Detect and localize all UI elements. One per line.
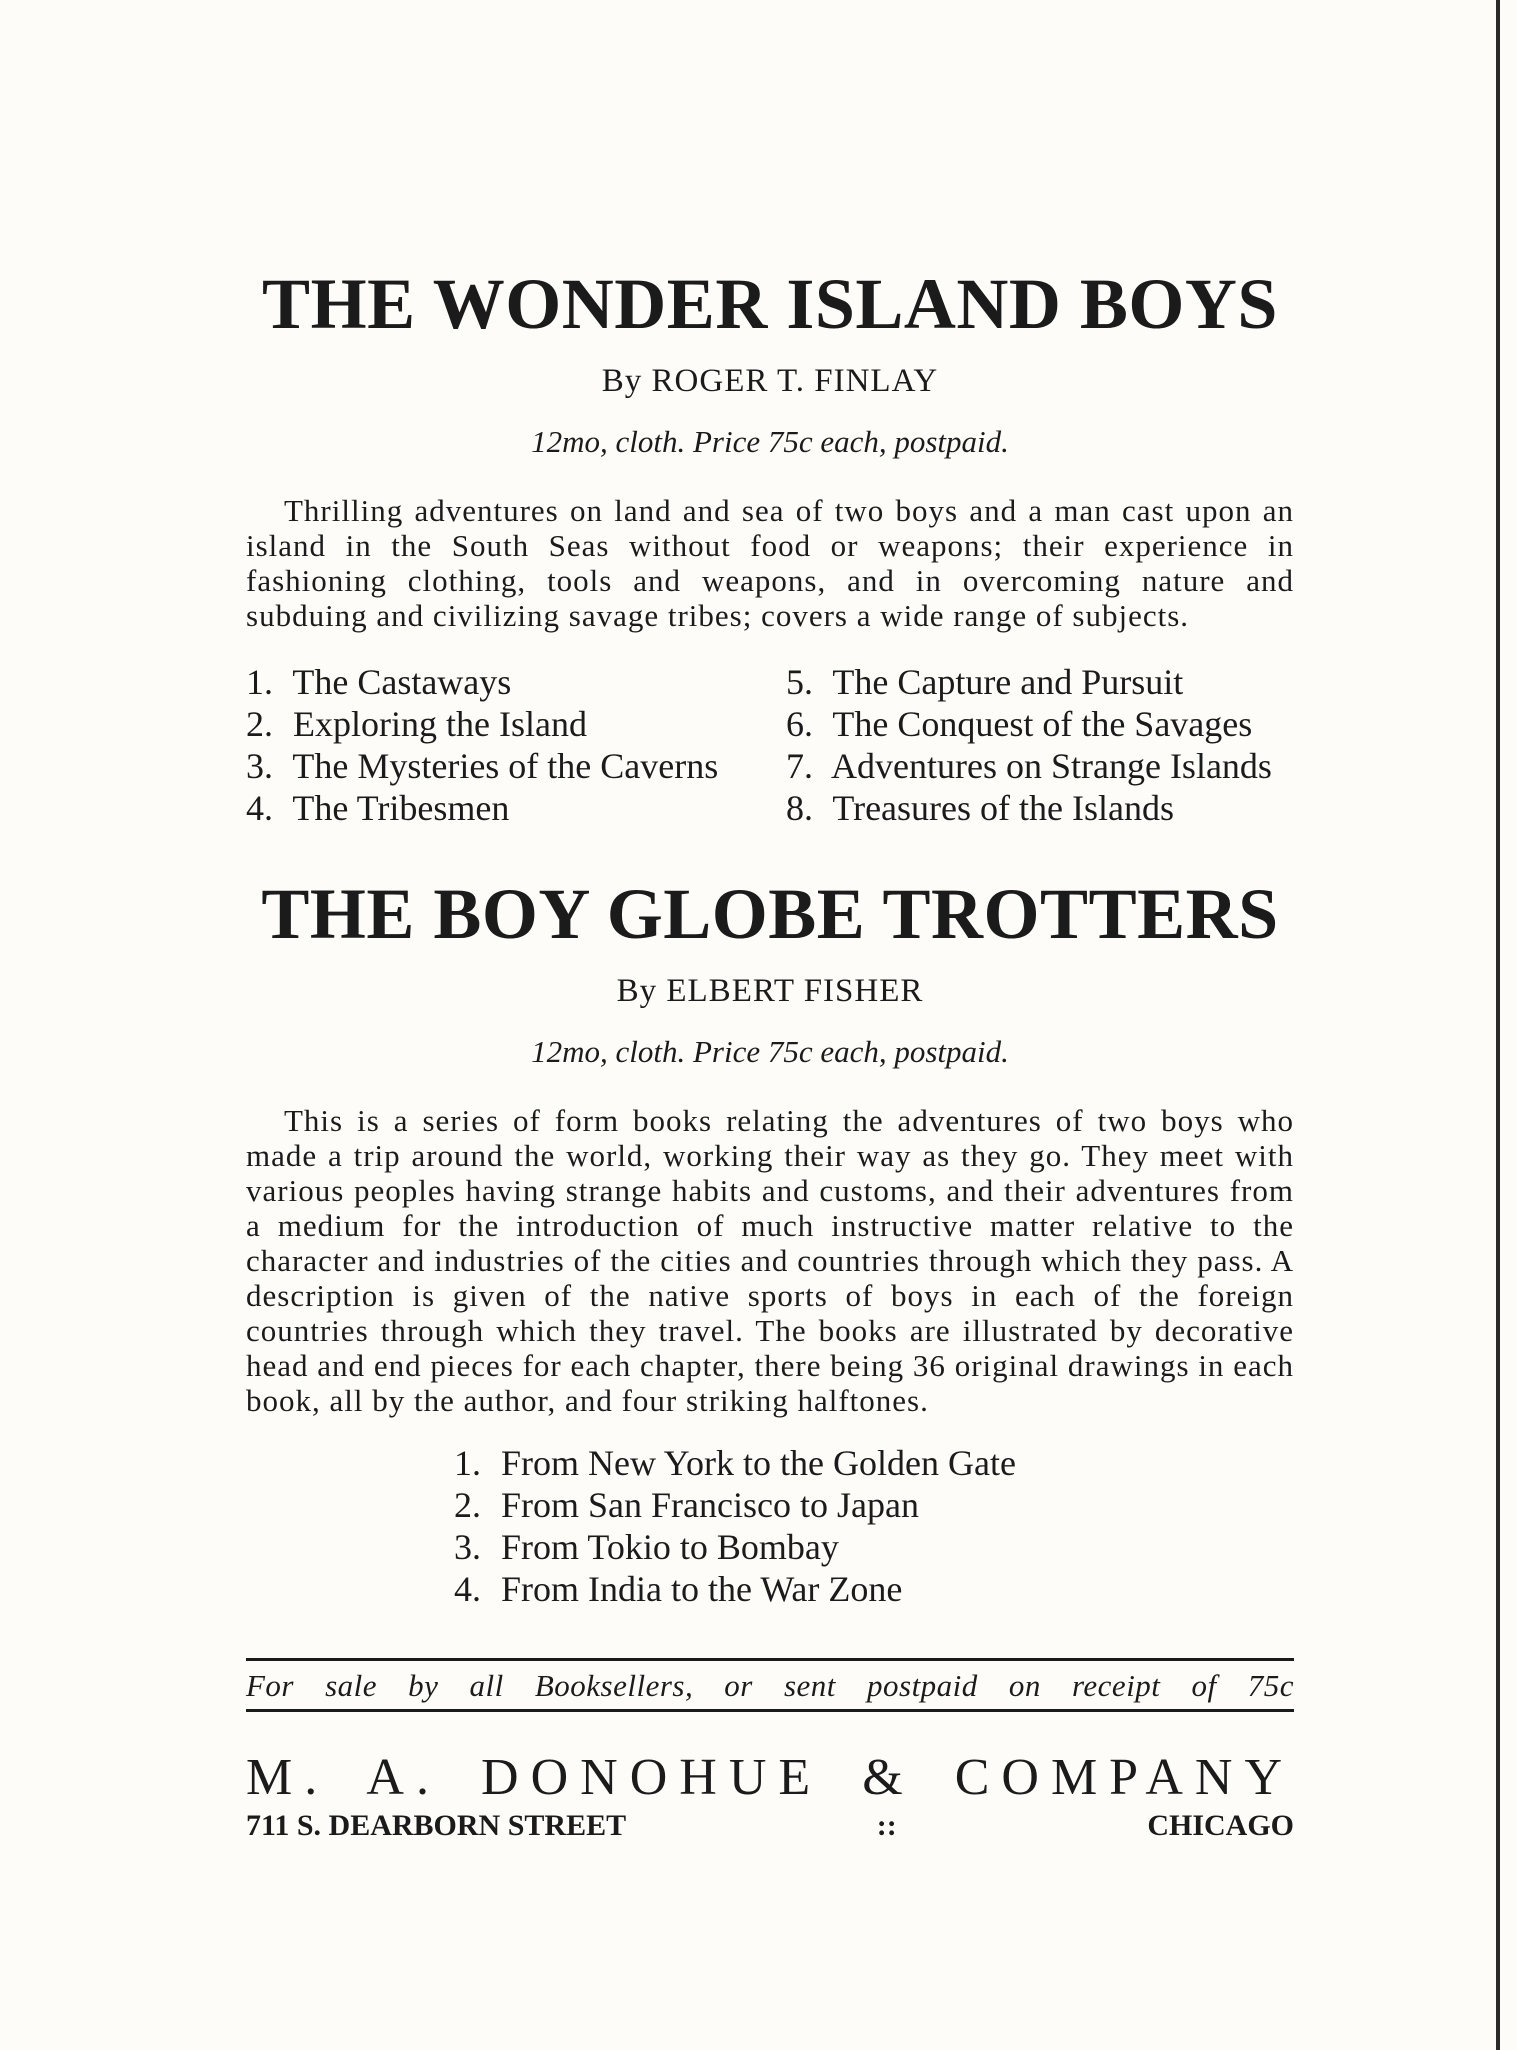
book-number: 3. bbox=[454, 1527, 481, 1567]
book-title: Adventures on Strange Islands bbox=[831, 746, 1272, 786]
book-number: 1. bbox=[454, 1443, 481, 1483]
series-title: THE WONDER ISLAND BOYS bbox=[262, 264, 1278, 344]
series-price: 12mo, cloth. Price 75c each, postpaid. bbox=[531, 424, 1009, 459]
street-address: 711 S. DEARBORN STREET bbox=[246, 1809, 627, 1842]
series-description: Thrilling adventures on land and sea of two boys and a man cast upon an island in the South Seas without food or weapons; their experience in fashioning clothing, tools and weapons, and in overcoming nature and subduing and civilizing savage tribes; covers a wide range of subjects. bbox=[246, 493, 1294, 633]
book-item bbox=[246, 703, 786, 745]
page-content bbox=[246, 265, 1294, 1844]
address-separator: :: bbox=[876, 1809, 897, 1842]
book-number: 7. bbox=[786, 746, 813, 786]
book-item bbox=[786, 661, 1294, 703]
book-title: The Conquest of the Savages bbox=[832, 704, 1253, 744]
book-title: Treasures of the Islands bbox=[832, 788, 1174, 828]
publisher-name: M. A. DONOHUE & COMPANY bbox=[246, 1749, 1294, 1806]
book-item bbox=[454, 1484, 1294, 1526]
book-number: 2. bbox=[454, 1485, 481, 1525]
book-number: 2. bbox=[246, 704, 273, 744]
series-description: This is a series of form books relating the adventures of two boys who made a trip around the world, working their way as they go. They meet with various peoples having strange habits and customs, and their adventures from a medium for the introduction of much instructive matter relative to the character and industries of the cities and countries through which they pass. A description is given of the native sports of boys in each of the foreign countries through which they travel. The books are illustrated by decorative head and end pieces for each chapter, there being 36 original drawings in each book, all by the author, and four striking halftones. bbox=[246, 1103, 1294, 1418]
book-item bbox=[454, 1442, 1294, 1484]
book-item bbox=[246, 661, 786, 703]
book-number: 4. bbox=[454, 1569, 481, 1609]
book-number: 3. bbox=[246, 746, 273, 786]
book-item bbox=[786, 703, 1294, 745]
publisher-address bbox=[246, 1808, 1294, 1844]
book-number: 6. bbox=[786, 704, 813, 744]
book-number: 1. bbox=[246, 662, 273, 702]
book-number: 5. bbox=[786, 662, 813, 702]
book-item bbox=[246, 787, 786, 829]
book-title: From New York to the Golden Gate bbox=[501, 1443, 1016, 1483]
book-title: From Tokio to Bombay bbox=[501, 1527, 839, 1567]
book-number: 8. bbox=[786, 788, 813, 828]
series-boy-globe-trotters bbox=[246, 875, 1294, 1610]
book-number: 4. bbox=[246, 788, 273, 828]
book-title: The Tribesmen bbox=[292, 788, 510, 828]
book-title: From San Francisco to Japan bbox=[501, 1485, 919, 1525]
book-title: The Castaways bbox=[292, 662, 512, 702]
book-title: Exploring the Island bbox=[293, 704, 587, 744]
series-wonder-island-boys bbox=[246, 265, 1294, 829]
page-edge-line bbox=[1496, 0, 1500, 2050]
series-price: 12mo, cloth. Price 75c each, postpaid. bbox=[531, 1034, 1009, 1069]
sale-notice: For sale by all Booksellers, or sent postpaid on receipt of 75c bbox=[246, 1658, 1294, 1712]
book-title: The Mysteries of the Caverns bbox=[292, 746, 719, 786]
book-list bbox=[454, 1442, 1294, 1610]
book-item bbox=[786, 745, 1294, 787]
book-item bbox=[786, 787, 1294, 829]
city-name: CHICAGO bbox=[1147, 1809, 1294, 1842]
series-author: By ROGER T. FINLAY bbox=[601, 363, 939, 399]
book-title: From India to the War Zone bbox=[501, 1569, 903, 1609]
book-title: The Capture and Pursuit bbox=[832, 662, 1184, 702]
book-item bbox=[454, 1568, 1294, 1610]
book-item bbox=[454, 1526, 1294, 1568]
series-title: THE BOY GLOBE TROTTERS bbox=[261, 874, 1279, 954]
series-author: By ELBERT FISHER bbox=[616, 973, 924, 1009]
book-item bbox=[246, 745, 786, 787]
book-list bbox=[246, 661, 1294, 829]
